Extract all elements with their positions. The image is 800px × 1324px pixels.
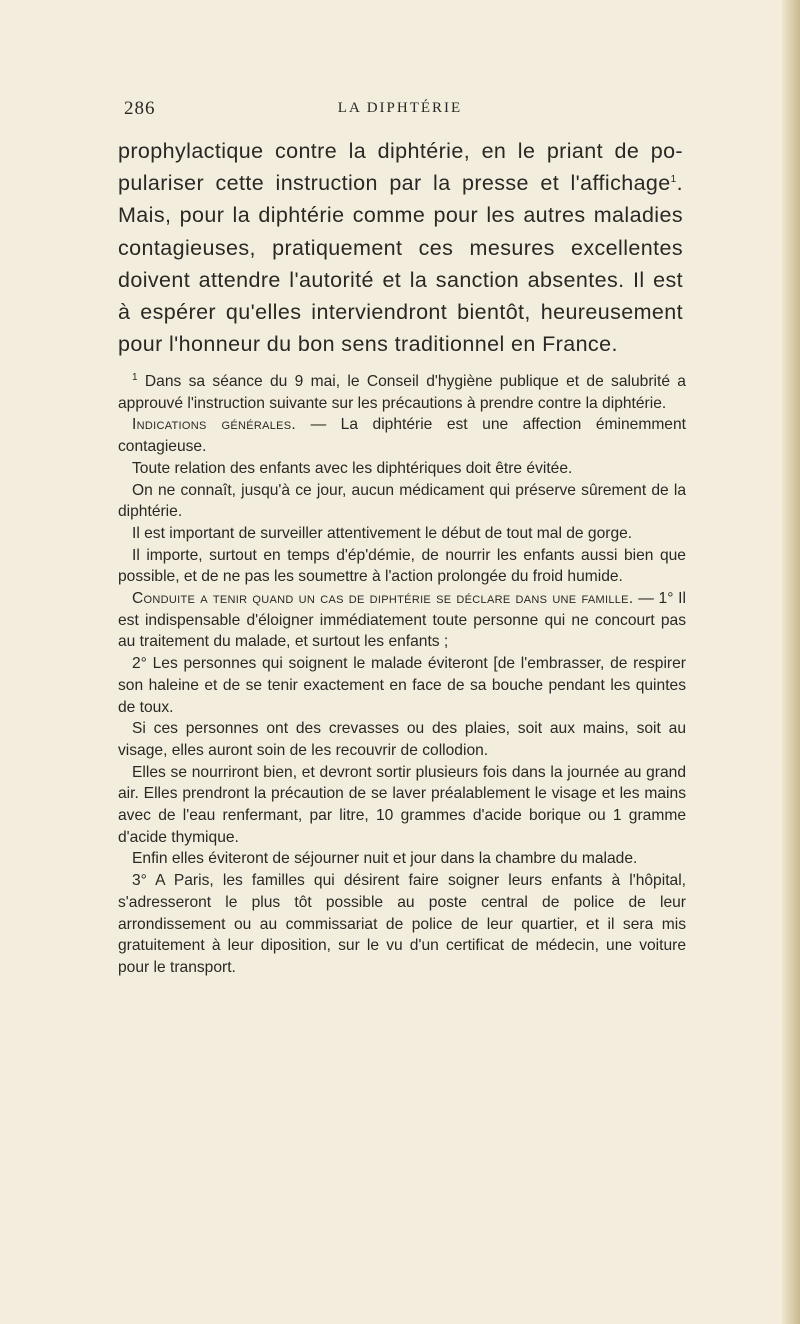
footnote-p3: Il est important de surveiller attentivement le début de tout mal de gorge. <box>132 524 633 542</box>
footnote-intro-text: Dans sa séance du 9 mai, le Conseil d'hygiène publique et de salubrité a approuvé l'instruction suivante sur les précautions à prendre contre la diphtérie. <box>118 373 686 412</box>
running-title: LA DIPHTÉRIE <box>337 100 463 116</box>
main-line-7: pour l'honneur du bon sens traditionnel en France. <box>118 332 618 357</box>
main-line-4: contagieuses, pratiquement ces mesures excellentes <box>118 235 683 260</box>
conduct-heading: Conduite a tenir quand un cas de diphtérie se déclare dans une famille. <box>132 590 634 608</box>
main-line-6: à espérer qu'elles interviendront bientôt, heureusement <box>118 300 683 325</box>
footnote-p1: Toute relation des enfants avec les diphtériques doit être évitée. <box>132 459 573 477</box>
main-line-1: prophylactique contre la diphtérie, en le priant de po- <box>118 139 683 163</box>
main-paragraph <box>118 135 683 360</box>
footnote-p6: Si ces personnes ont des crevasses ou des plaies, soit aux mains, soit au visage, elles auront soin de les recouvrir de collodion. <box>118 720 686 759</box>
footnote-p8: Enfin elles éviteront de séjourner nuit et jour dans la chambre du malade. <box>132 850 638 868</box>
footnote-p2: On ne connaît, jusqu'à ce jour, aucun médicament qui préserve sûrement de la diphtérie. <box>118 481 686 521</box>
page-number: 286 <box>124 98 156 119</box>
footnote-marker: 1 <box>132 371 138 383</box>
footnote-p9: 3° A Paris, les familles qui désirent faire soigner leurs enfants à l'hôpital, s'adresseront le plus tôt possible au poste central de police de leur arrondissement ou au commissariat de police de leur quartier, et il sera mis gratuitement à leur diposition, sur le vu d'un certificat de médecin, une voiture pour le transport. <box>118 872 686 976</box>
main-line-2 <box>118 167 683 199</box>
footnote-p5: 2° Les personnes qui soignent le malade éviteront [de l'embrasser, de respirer son haleine et de se tenir exactement en face de sa bouche pendant les quintes de toux. <box>118 655 686 716</box>
conduct-text: — 1° Il est indispensable d'éloigner immédiatement toute personne qui ne concourt pas au traitement du malade, et surtout les enfants ; <box>118 590 686 651</box>
footnote-conduct <box>118 588 686 653</box>
general-text: — La diphtérie est une affection éminemment contagieuse. <box>118 416 686 456</box>
main-line-3: Mais, pour la diphtérie comme pour les autres maladies <box>118 203 683 228</box>
footnote-general <box>118 414 686 457</box>
page-binding-edge <box>782 0 800 1324</box>
footnote-intro <box>118 371 686 414</box>
general-heading: Indications générales. <box>132 416 297 434</box>
footnote-p7: Elles se nourriront bien, et devront sortir plusieurs fois dans la journée au grand air. Elles prendront la précaution de se laver préalablement le visage et les mains avec de l'eau renfermant, par litre, 10 grammes d'acide borique ou 1 gramme d'acide thymique. <box>118 763 686 846</box>
footnote-p4: Il importe, surtout en temps d'ép'démie, de nourrir les enfants aussi bien que possible, et de ne pas les soumettre à l'action prolongée du froid humide. <box>118 546 686 586</box>
footnote <box>118 371 686 979</box>
main-line-2-end: . <box>676 171 683 196</box>
footnote-reference: 1 <box>670 174 677 186</box>
main-line-2-text: pulariser cette instruction par la presse et l'affichage <box>118 171 671 196</box>
page-header <box>120 98 680 128</box>
main-line-5: doivent attendre l'autorité et la sanction absentes. Il est <box>118 267 683 292</box>
